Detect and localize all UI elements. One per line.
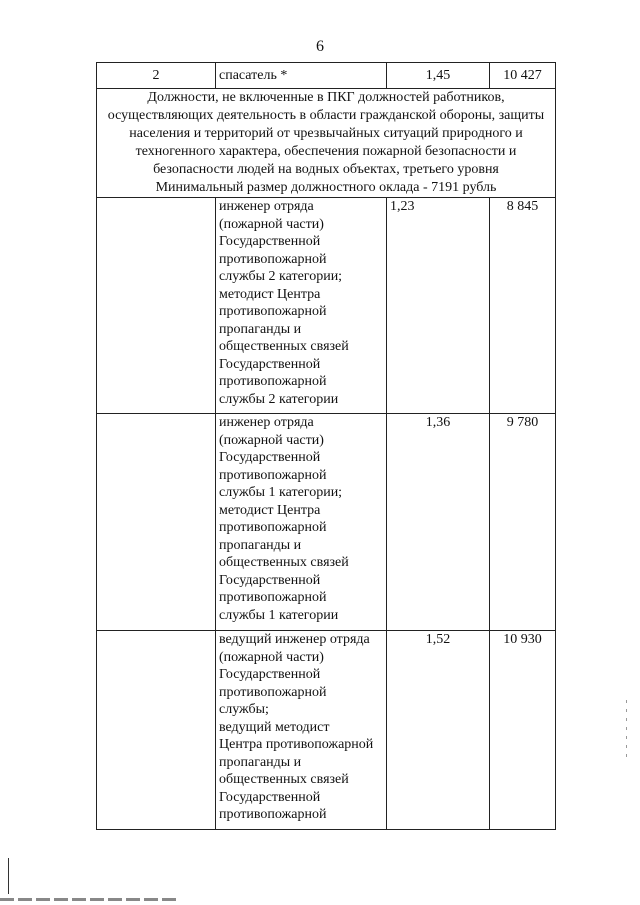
position-line: противопожарной xyxy=(219,304,327,319)
section-header-line: Должности, не включенные в ПКГ должностей работников, xyxy=(147,90,505,105)
position-cell xyxy=(216,198,387,414)
position-line: методист Центра xyxy=(219,286,321,302)
position-line: методист Центра xyxy=(219,502,321,518)
position-line: службы; xyxy=(219,702,269,717)
coefficient-cell: 1,23 xyxy=(387,198,490,414)
table-row xyxy=(97,631,556,830)
scan-bottom-artifact xyxy=(0,898,180,901)
position-line: Государственной xyxy=(219,234,321,249)
position-line: пропаганды и xyxy=(219,321,302,337)
position-line: (пожарной части) xyxy=(219,649,324,665)
scan-edge-dots xyxy=(626,700,627,760)
empty-level-cell xyxy=(97,631,216,830)
position-line: инженер отряда xyxy=(219,199,314,214)
section-header-line: Минимальный размер должностного оклада - 7191 рубль xyxy=(155,180,497,195)
position-line: Государственной xyxy=(219,450,321,465)
section-header-line: населения и территорий от чрезвычайных ситуаций природного и xyxy=(129,126,523,141)
page-number: 6 xyxy=(316,38,324,55)
salary-cell: 8 845 xyxy=(490,198,556,414)
table-row xyxy=(97,414,556,631)
position-line: Государственной xyxy=(219,356,321,372)
section-header-line: осуществляющих деятельность в области гражданской обороны, защиты xyxy=(107,108,545,123)
coefficient-cell: 1,52 xyxy=(387,631,490,830)
position-line: противопожарной xyxy=(219,467,327,483)
position-line: Государственной xyxy=(219,789,321,805)
position-cell: спасатель * xyxy=(216,63,387,89)
position-line: службы 2 категории xyxy=(219,391,339,407)
position-cell xyxy=(216,414,387,631)
position-line: ведущий методист xyxy=(219,719,330,735)
coefficient-cell: 1,36 xyxy=(387,414,490,631)
position-line: противопожарной xyxy=(219,520,327,535)
position-line: пропаганды и xyxy=(219,754,302,770)
position-line: общественных связей xyxy=(219,555,349,570)
position-line: службы 1 категории; xyxy=(219,485,343,500)
salary-cell: 10 427 xyxy=(490,63,556,89)
position-line: ведущий инженер отряда xyxy=(219,632,370,647)
salary-table xyxy=(96,62,556,830)
position-line: Государственной xyxy=(219,667,321,682)
position-cell xyxy=(216,631,387,830)
scan-margin-mark xyxy=(8,858,9,894)
salary-cell: 10 930 xyxy=(490,631,556,830)
qualification-level-cell: 2 xyxy=(97,63,216,89)
position-line: Центра противопожарной xyxy=(219,737,374,752)
position-line: (пожарной части) xyxy=(219,432,324,448)
position-line: противопожарной xyxy=(219,590,327,605)
section-header-line: безопасности людей на водных объектах, третьего уровня xyxy=(153,162,499,177)
position-line: службы 1 категории xyxy=(219,607,339,623)
position-line: противопожарной xyxy=(219,251,327,267)
table-row xyxy=(97,198,556,414)
section-header-line: техногенного характера, обеспечения пожарной безопасности и xyxy=(135,144,517,159)
salary-cell: 9 780 xyxy=(490,414,556,631)
table-row xyxy=(97,63,556,89)
position-line: общественных связей xyxy=(219,339,349,354)
position-line: противопожарной xyxy=(219,807,327,822)
position-line: пропаганды и xyxy=(219,537,302,553)
position-line: (пожарной части) xyxy=(219,216,324,232)
coefficient-cell: 1,45 xyxy=(387,63,490,89)
section-header xyxy=(97,89,556,198)
section-header-row xyxy=(97,89,556,198)
position-line: противопожарной xyxy=(219,374,327,389)
position-line: инженер отряда xyxy=(219,415,314,430)
position-line: общественных связей xyxy=(219,772,349,787)
position-line: Государственной xyxy=(219,572,321,588)
empty-level-cell xyxy=(97,198,216,414)
position-line: службы 2 категории; xyxy=(219,269,343,284)
position-line: противопожарной xyxy=(219,684,327,700)
empty-level-cell xyxy=(97,414,216,631)
